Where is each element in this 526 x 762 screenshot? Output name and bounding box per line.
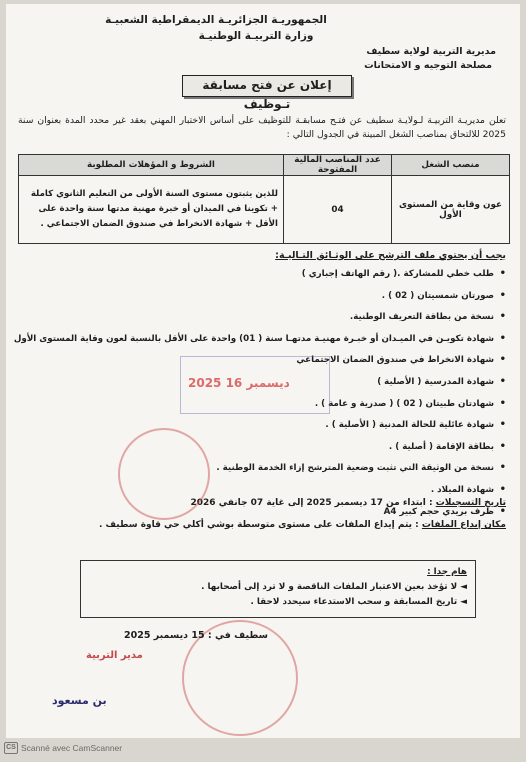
signatory-title: مدير التربية — [86, 650, 143, 661]
deposit-text: : يتم إيداع الملفات على مستوى متوسطة بوشي أكلي حي قاوة سطيف . — [99, 520, 419, 530]
service-label: مصلحة التوجيه و الامتحانات — [364, 60, 492, 71]
list-item: •شهادتان طبيتان ( 02 ) ( صدرية و عامة ) . — [314, 397, 506, 409]
registration-label: تاريخ التسجيلات — [435, 498, 506, 508]
table-header-row — [19, 155, 510, 176]
documents-heading: يجب أن يحتوي ملف الترشح على الوثـائق التـاليـة: — [275, 250, 506, 261]
directorate-label: مديرية التربية لولاية سطيف — [366, 46, 496, 57]
scanner-watermark — [4, 742, 122, 754]
ministry-header: وزارة التربيـة الوطنيـة — [198, 30, 314, 42]
deposit-location — [99, 520, 506, 530]
table-row — [19, 176, 510, 244]
intro-paragraph: تعلن مديريـة التربيـة لـولايـة سطيف عن فتـح مسابقـة للتوظيف على أساس الاختبار المهني بعقد غير محدد المدة بعنوان سنة 2025 للالتحاق بمناصب الشغل المبينة في الجدول التالي : — [18, 115, 506, 140]
cell-position: عون وقاية من المستوى الأول — [392, 176, 510, 244]
important-note — [80, 560, 476, 618]
stamp-date: 2025 ديسمبر 16 — [188, 376, 290, 390]
republic-header: الجمهوريـة الجزائريـة الديمقراطية الشعبيـة — [105, 14, 327, 26]
signature-date: سطيف في : 15 ديسمبر 2025 — [124, 630, 268, 641]
list-item: •شهادة الميلاد . — [430, 483, 506, 495]
round-seal-icon — [118, 428, 210, 520]
list-item: •نسخة من الوثيقة التي تثبت وضعية المترشح إزاء الخدمة الوطنية . — [216, 462, 506, 474]
bullet-icon: • — [499, 354, 506, 366]
note-title: هام جدا : — [427, 567, 467, 577]
cell-conditions: للذين يثبتون مستوى السنة الأولى من التعليم الثانوي كاملة + تكوينا في الميدان أو خبرة مهنية مدتها سنة واحدة على الأقل + شهادة الانخراط في صندوق الضمان الاجتماعي . — [19, 176, 284, 244]
list-item: •شهادة تكويـن في الميـدان أو خبـرة مهنيـة مدتهـا سنة ( 01) واحدة على الأقل بالنسبة لعون وقاية المستوى الأول — [13, 332, 506, 344]
bullet-icon: • — [499, 483, 506, 495]
bullet-icon: • — [499, 505, 506, 517]
list-item: •ظرف بريدي حجم كبير A4 — [383, 505, 506, 517]
bullet-icon: • — [499, 440, 506, 452]
list-item: •طلب خطي للمشاركة .( رقم الهاتف إجباري ) — [301, 268, 506, 279]
registration-text: : ابتداء من 17 ديسمبر 2025 إلى غاية 07 جانفي 2026 — [190, 498, 433, 508]
bullet-icon: • — [499, 289, 506, 301]
header-position: منصب الشغل — [392, 155, 510, 176]
bullet-icon: • — [499, 332, 506, 344]
announcement-title: إعلان عن فتح مسابقة تـوظيف — [182, 75, 352, 97]
header-count: عدد المناصب المالية المفتوحة — [284, 155, 392, 176]
document-page — [6, 4, 520, 738]
bullet-icon: • — [499, 268, 506, 279]
bullet-icon: • — [499, 419, 506, 431]
camscanner-icon: CS — [4, 742, 18, 754]
list-item: •صورتان شمسيتان ( 02 ) . — [381, 289, 506, 301]
list-item: •شهادة الانخراط في صندوق الضمان الاجتماعي — [296, 354, 506, 366]
list-item: •بطاقة الإقامة ( أصلية ) . — [388, 440, 506, 452]
header-conditions: الشروط و المؤهلات المطلوبة — [19, 155, 284, 176]
signatory-name: بن مسعود — [52, 694, 107, 707]
bullet-icon: • — [499, 311, 506, 323]
note-item: ◄ تاريخ المسابقة و سحب الاستدعاء سيحدد لاحقا . — [250, 597, 467, 607]
note-item: ◄ لا تؤخذ بعين الاعتبار الملفات الناقصة و لا ترد إلى أصحابها . — [201, 582, 467, 592]
scanner-text: Scanné avec CamScanner — [21, 743, 123, 753]
list-item: •نسخة من بطاقة التعريف الوطنية. — [349, 311, 506, 323]
bullet-icon: • — [499, 462, 506, 474]
cell-count: 04 — [284, 176, 392, 244]
deposit-label: مكان إيداع الملفات — [421, 520, 506, 530]
bullet-icon: • — [499, 397, 506, 409]
bullet-icon: • — [499, 375, 506, 387]
positions-table — [18, 154, 510, 244]
list-item: •شهادة عائلية للحالة المدنية ( الأصلية ) . — [325, 419, 506, 431]
list-item: •شهادة المدرسية ( الأصلية ) — [377, 375, 506, 387]
registration-dates — [191, 498, 507, 508]
